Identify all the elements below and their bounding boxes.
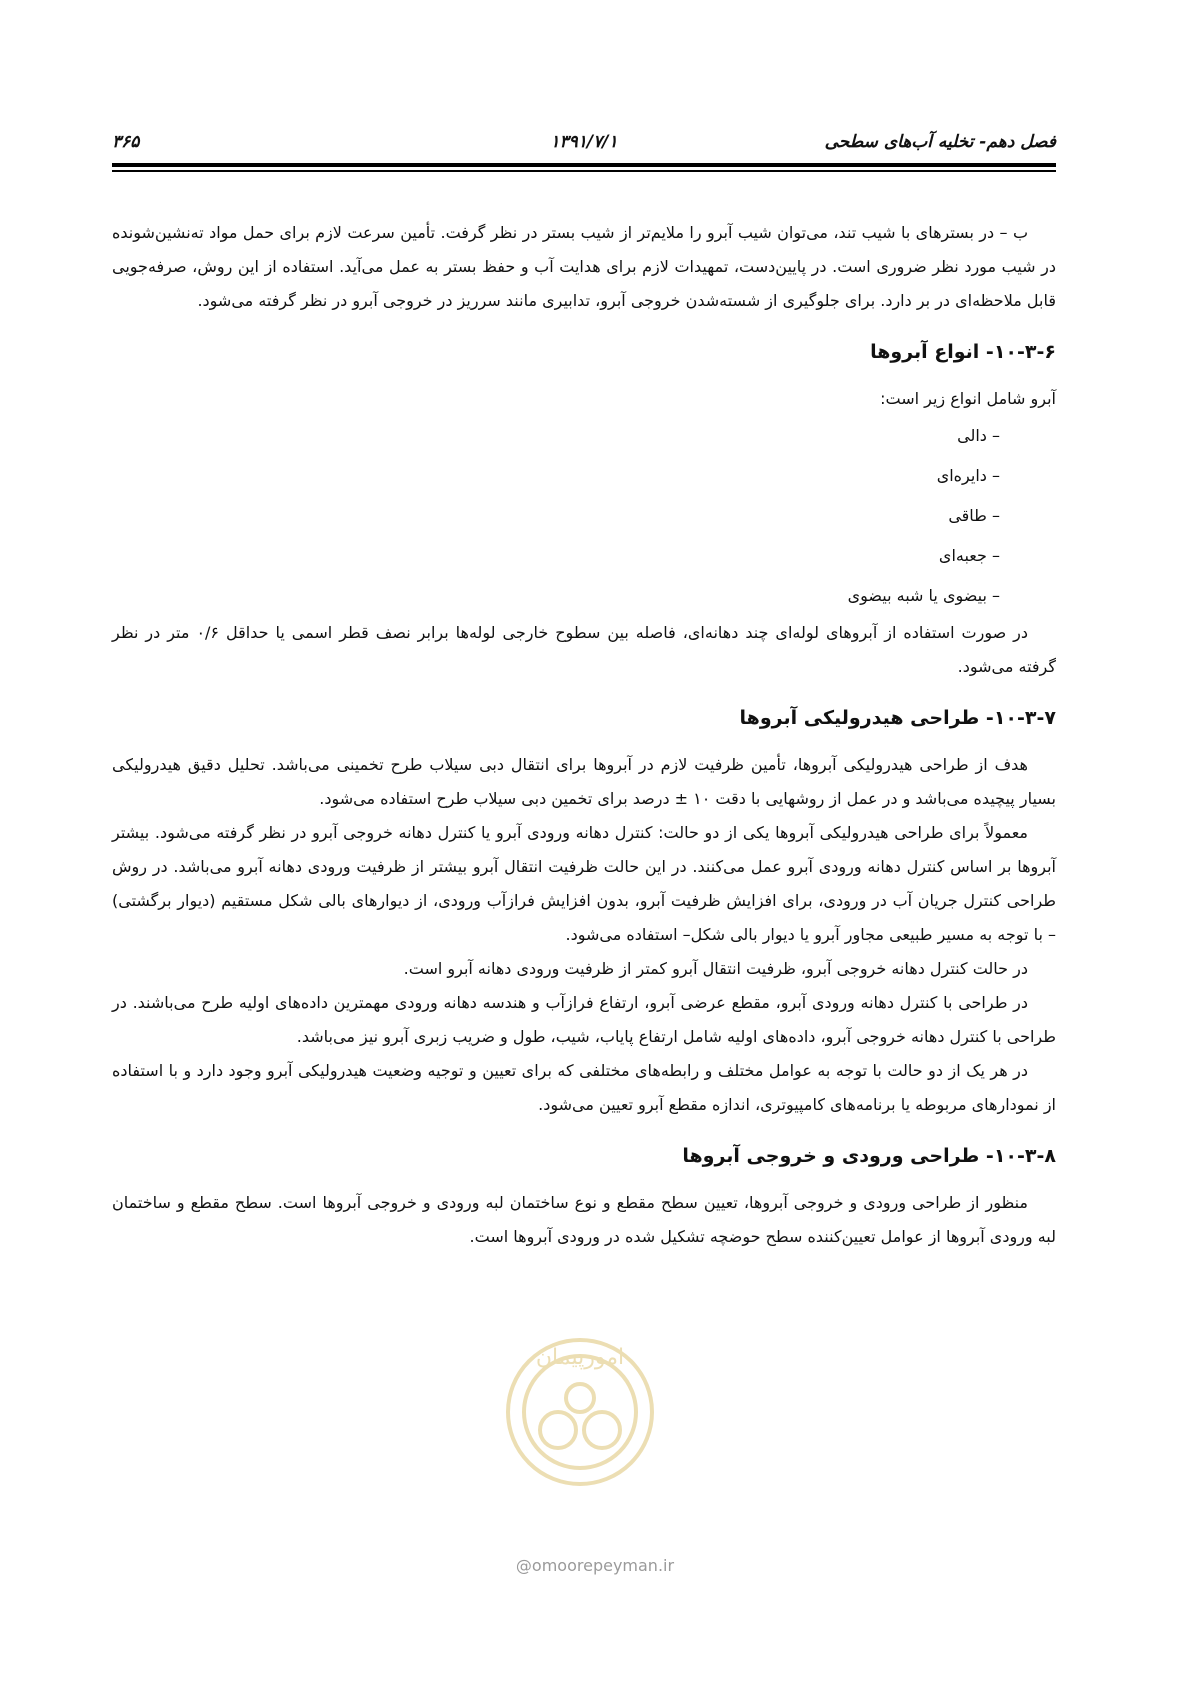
watermark-url: @omoorepeyman.ir xyxy=(515,1556,675,1575)
watermark-logo-text: امورپیمان xyxy=(535,1345,625,1370)
page-number: ۳۶۵ xyxy=(112,132,140,152)
list-item: – طاقی xyxy=(112,496,1000,536)
paragraph-outlet-control: در حالت کنترل دهانه خروجی آبرو، ظرفیت انتقال آبرو کمتر از ظرفیت ورودی دهانه آبرو است. xyxy=(403,959,1028,978)
list-item: – دایره‌ای xyxy=(112,456,1000,496)
culvert-types-intro: آبرو شامل انواع زیر است: xyxy=(880,389,1056,408)
list-item: – جعبه‌ای xyxy=(112,536,1000,576)
header-date: ۱۳۹۱/۷/۱ xyxy=(550,132,618,152)
section-heading-inlet-outlet-design: ۱۰-۳-۸- طراحی ورودی و خروجی آبروها xyxy=(682,1145,1056,1167)
paragraph-section-size: در هر یک از دو حالت با توجه به عوامل مختلف و رابطه‌های مختلفی که برای تعیین و توجیه وضعیت هیدرولیکی آبرو وجود دارد و با استفاده از نمودارهای مربوطه یا برنامه‌های کامپیوتری، اندازه مقطع آبرو تعیین می‌شود. xyxy=(112,1061,1056,1114)
paragraph-multi-barrel: در صورت استفاده از آبروهای لوله‌ای چند دهانه‌ای، فاصله بین سطوح خارجی لوله‌ها برابر نصف قطر اسمی یا حداقل ۰/۶ متر در نظر گرفته می‌شود. xyxy=(112,623,1056,676)
running-header xyxy=(112,132,1056,158)
watermark-logo xyxy=(480,1312,680,1512)
culvert-types-list xyxy=(112,416,1000,616)
list-item: – بیضوی یا شبه بیضوی xyxy=(112,576,1000,616)
page-body xyxy=(112,216,1056,1254)
paragraph-hydraulic-goal: هدف از طراحی هیدرولیکی آبروها، تأمین ظرفیت لازم در آبروها برای انتقال دبی سیلاب طرح تخمینی می‌باشد. تحلیل دقیق هیدرولیکی بسیار پیچیده می‌باشد و در عمل از روشهایی با دقت ۱۰ ± درصد برای تخمین دبی سیلاب طرح استفاده می‌شود. xyxy=(112,755,1056,808)
header-rule-thin xyxy=(112,170,1056,172)
header-rule-thick xyxy=(112,163,1056,167)
paragraph-inlet-outlet-purpose: منظور از طراحی ورودی و خروجی آبروها، تعیین سطح مقطع و نوع ساختمان لبه ورودی و خروجی آبروها است. سطح مقطع و ساختمان لبه ورودی آبروها از عوامل تعیین‌کننده سطح حوضچه تشکیل شده در ورودی آبروها است. xyxy=(112,1193,1056,1246)
section-heading-hydraulic-design: ۱۰-۳-۷- طراحی هیدرولیکی آبروها xyxy=(739,707,1056,729)
paragraph-steep-beds: ب – در بسترهای با شیب تند، می‌توان شیب آبرو را ملایم‌تر از شیب بستر در نظر گرفت. تأمین سرعت لازم برای حمل مواد ته‌نشین‌شونده در شیب مورد نظر ضروری است. در پایین‌دست، تمهیدات لازم برای هدایت آب و حفظ بستر به عمل می‌آید. استفاده از این روش، صرفه‌جویی قابل ملاحظه‌ای در بر دارد. برای جلوگیری از شسته‌شدن خروجی آبرو، تدابیری مانند سرریز در خروجی آبرو در نظر گرفته می‌شود. xyxy=(112,223,1056,310)
section-heading-culvert-types: ۱۰-۳-۶- انواع آبروها xyxy=(870,341,1056,363)
paragraph-inlet-outlet-control: معمولاً برای طراحی هیدرولیکی آبروها یکی از دو حالت: کنترل دهانه ورودی آبرو یا کنترل دهانه خروجی آبرو در نظر گرفته می‌شود. بیشتر آبروها بر اساس کنترل دهانه ورودی آبرو عمل می‌کنند. در این حالت ظرفیت انتقال آبرو بیشتر از ظرفیت ورودی دهانه آبرو می‌باشد. در روش طراحی کنترل جریان آب در ورودی، برای افزایش ظرفیت آبرو، بدون افزایش فرازآب ورودی، از دیوارهای بالی شکل مستقیم (دیوار برگشتی) – با توجه به مسیر طبیعی مجاور آبرو یا دیوار بالی شکل– استفاده می‌شود. xyxy=(112,823,1056,944)
chapter-title: فصل دهم- تخلیه آب‌های سطحی xyxy=(824,132,1056,152)
paragraph-design-data: در طراحی با کنترل دهانه ورودی آبرو، مقطع عرضی آبرو، ارتفاع فرازآب و هندسه دهانه ورودی مهمترین داده‌های اولیه طرح می‌باشند. در طراحی با کنترل دهانه خروجی آبرو، داده‌های اولیه شامل ارتفاع پایاب، شیب، طول و ضریب زبری آبرو نیز می‌باشد. xyxy=(112,993,1056,1046)
list-item: – دالی xyxy=(112,416,1000,456)
